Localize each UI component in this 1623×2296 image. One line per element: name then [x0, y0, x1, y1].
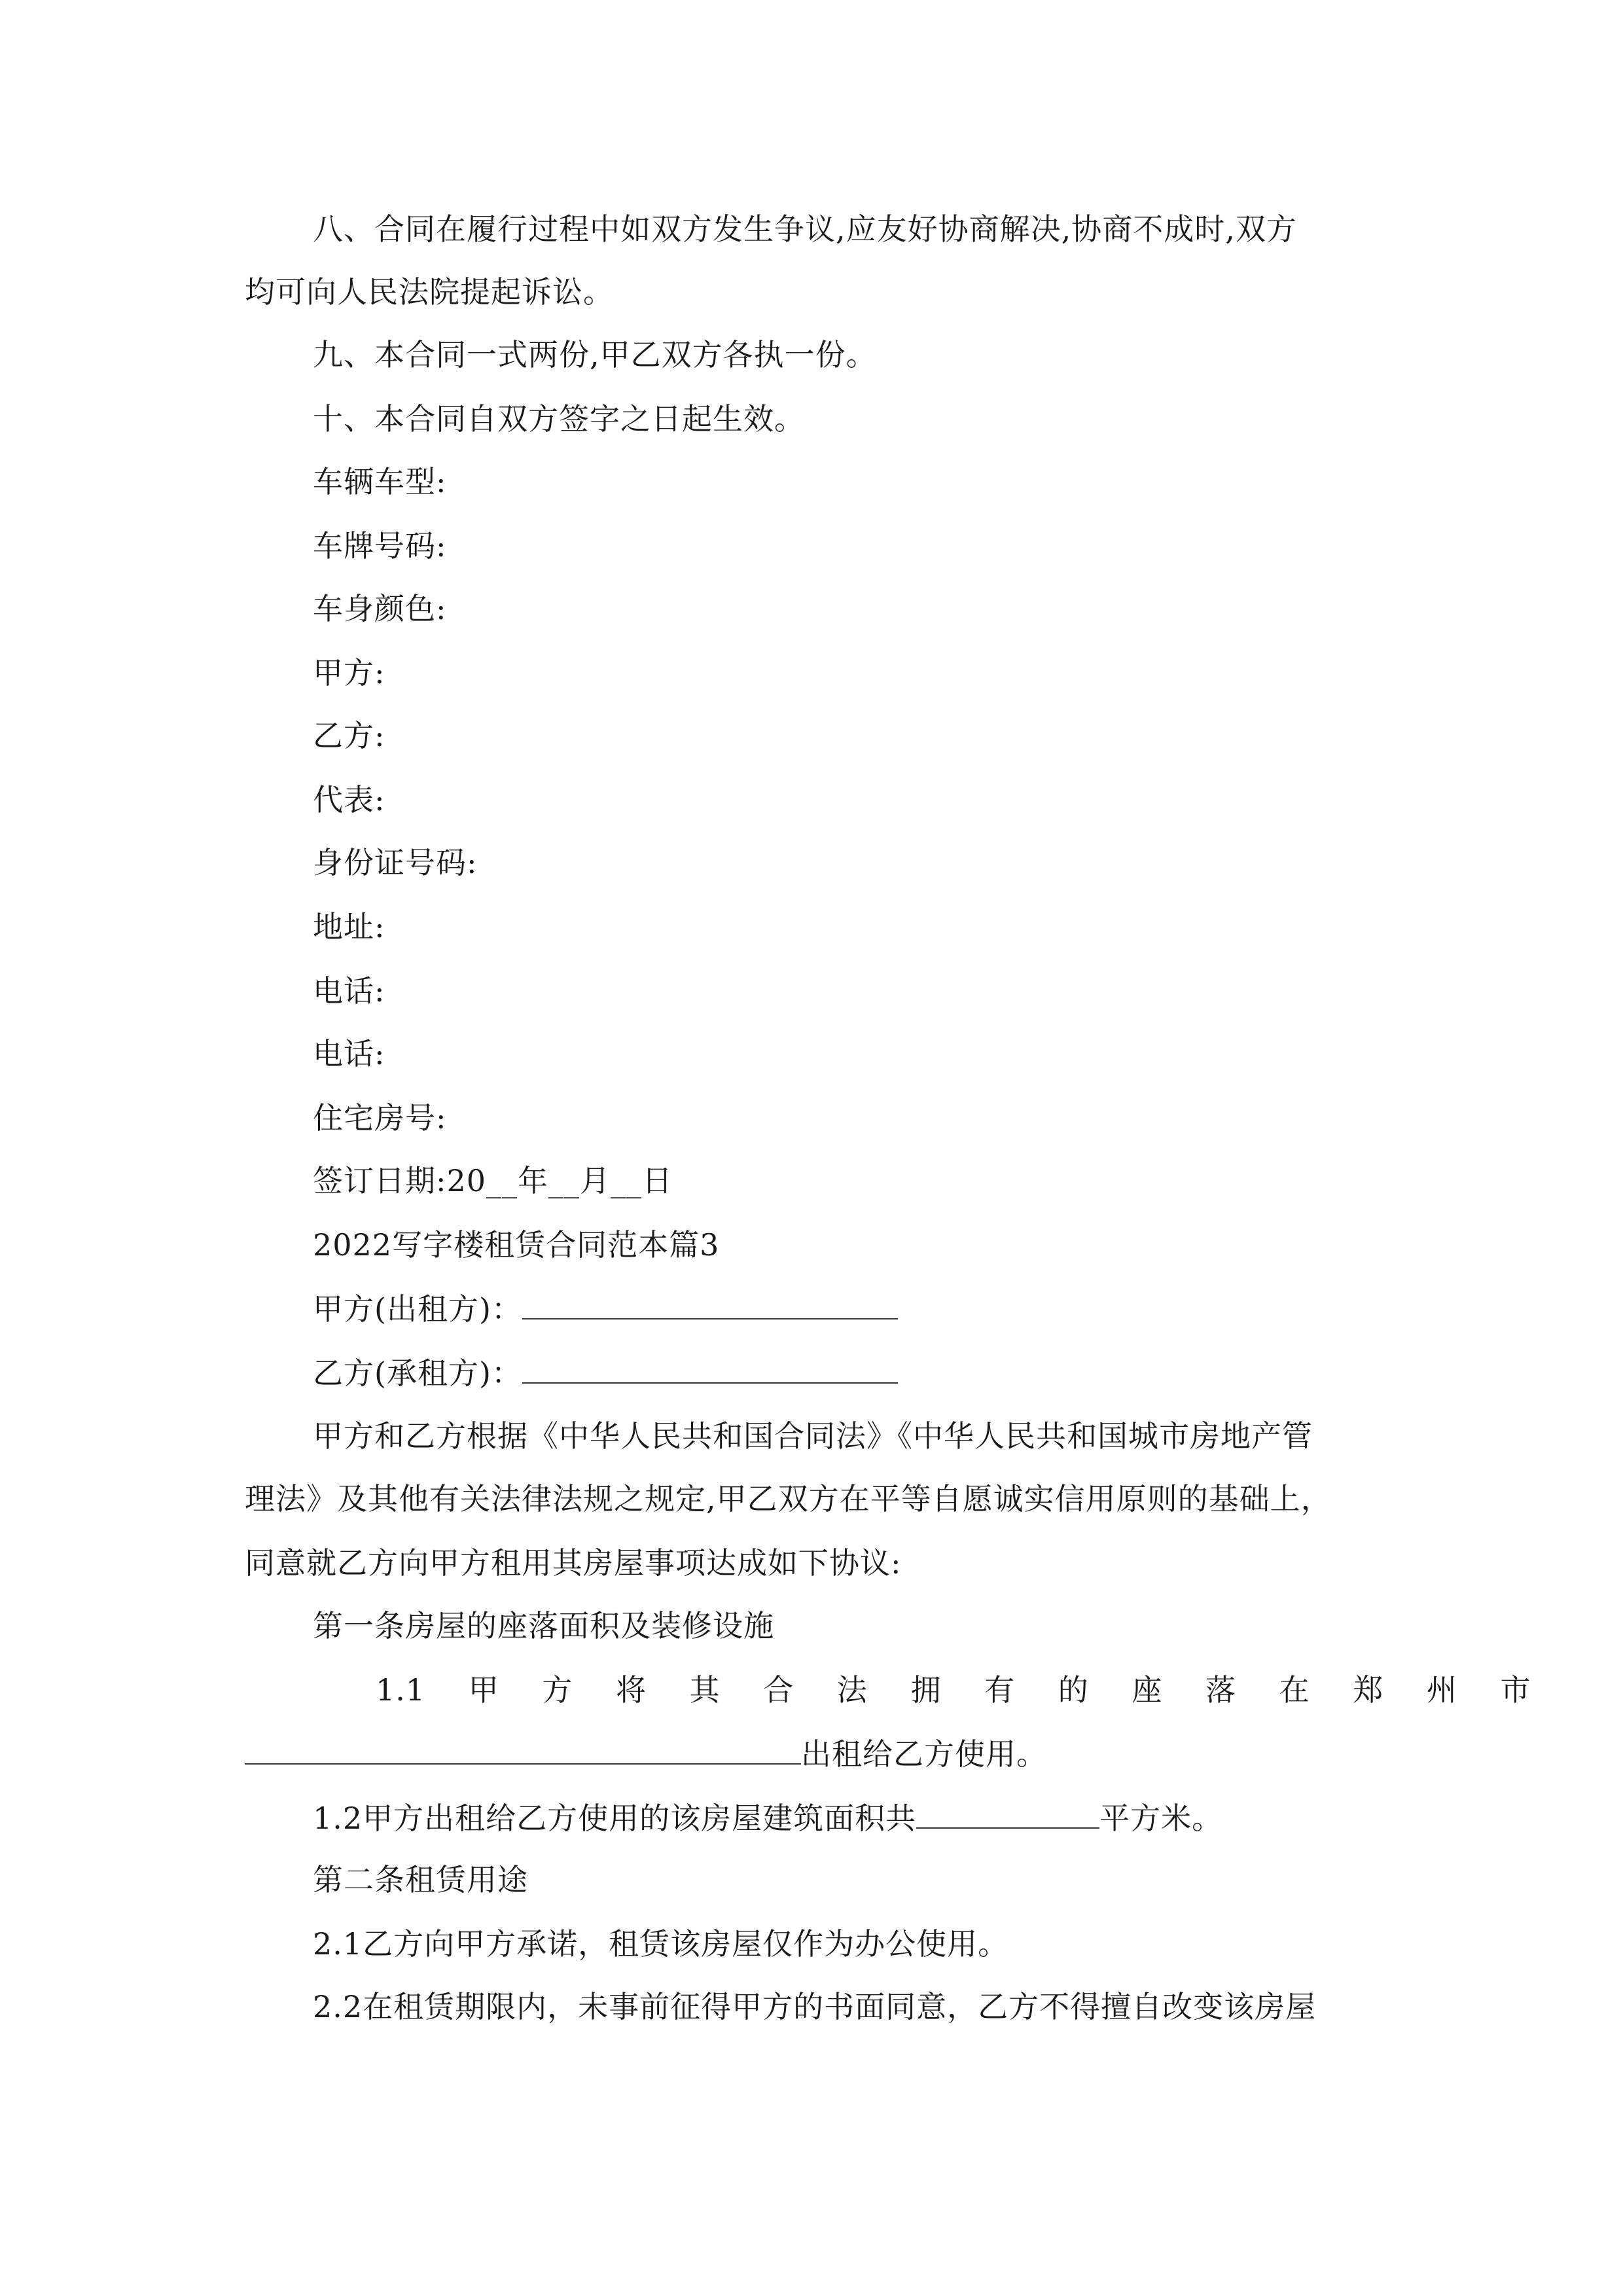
field-id-number: 身份证号码:	[313, 845, 478, 880]
article-1-heading: 第一条房屋的座落面积及装修设施	[313, 1608, 774, 1643]
clause-1-2-unit: 平方米。	[1099, 1801, 1223, 1836]
party-b-lessee	[313, 1352, 898, 1393]
location-blank	[245, 1733, 801, 1765]
clause-1-1-line-2	[245, 1733, 1047, 1774]
clause-1-2	[313, 1797, 1222, 1838]
article-2-heading: 第二条租赁用途	[313, 1862, 528, 1897]
clause-10: 十、本合同自双方签字之日起生效。	[313, 401, 805, 437]
clause-1-2-text: 1.2甲方出租给乙方使用的该房屋建筑面积共	[313, 1801, 917, 1836]
area-blank	[916, 1797, 1099, 1829]
party-a-lessor	[313, 1288, 898, 1329]
field-vehicle-model: 车辆车型:	[313, 464, 447, 499]
field-phone-1: 电话:	[313, 973, 385, 1009]
party-b-lessee-label: 乙方(承租方)：	[313, 1355, 522, 1391]
clause-1-1-tail: 出租给乙方使用。	[801, 1736, 1047, 1772]
field-party-a: 甲方:	[313, 655, 385, 691]
clause-2-1: 2.1乙方向甲方承诺，租赁该房屋仅作为办公使用。	[313, 1926, 1009, 1962]
field-house-number: 住宅房号:	[313, 1100, 447, 1136]
field-party-b: 乙方:	[313, 718, 385, 753]
party-a-lessor-label: 甲方(出租方)：	[313, 1291, 522, 1327]
field-representative: 代表:	[313, 782, 385, 817]
party-b-lessee-blank	[522, 1352, 898, 1384]
field-sign-date: 签订日期:20__年__月__日	[313, 1163, 673, 1198]
clause-8-line-1: 八、合同在履行过程中如双方发生争议,应友好协商解决,协商不成时,双方	[313, 211, 1297, 247]
preamble-line-1: 甲方和乙方根据《中华人民共和国合同法》《中华人民共和国城市房地产管	[313, 1418, 1313, 1454]
clause-8-line-2: 均可向人民法院提起诉讼。	[245, 274, 614, 310]
preamble-line-2: 理法》及其他有关法律法规之规定,甲乙双方在平等自愿诚实信用原则的基础上，	[245, 1481, 1332, 1516]
clause-1-1-line-1	[376, 1670, 1531, 1710]
field-address: 地址:	[313, 909, 385, 944]
field-body-color: 车身颜色:	[313, 591, 447, 626]
clause-9: 九、本合同一式两份,甲乙双方各执一份。	[313, 337, 877, 372]
party-a-lessor-blank	[522, 1288, 898, 1319]
clause-2-2: 2.2在租赁期限内，未事前征得甲方的书面同意，乙方不得擅自改变该房屋	[313, 1989, 1317, 2024]
section-title: 2022写字楼租赁合同范本篇3	[313, 1227, 720, 1263]
clause-1-1-text: 1.1 甲 方 将 其 合 法 拥 有 的 座 落 在 郑 州 市	[376, 1672, 1531, 1708]
field-plate-number: 车牌号码:	[313, 528, 447, 564]
preamble-line-3: 同意就乙方向甲方租用其房屋事项达成如下协议:	[245, 1545, 902, 1581]
field-phone-2: 电话:	[313, 1036, 385, 1071]
